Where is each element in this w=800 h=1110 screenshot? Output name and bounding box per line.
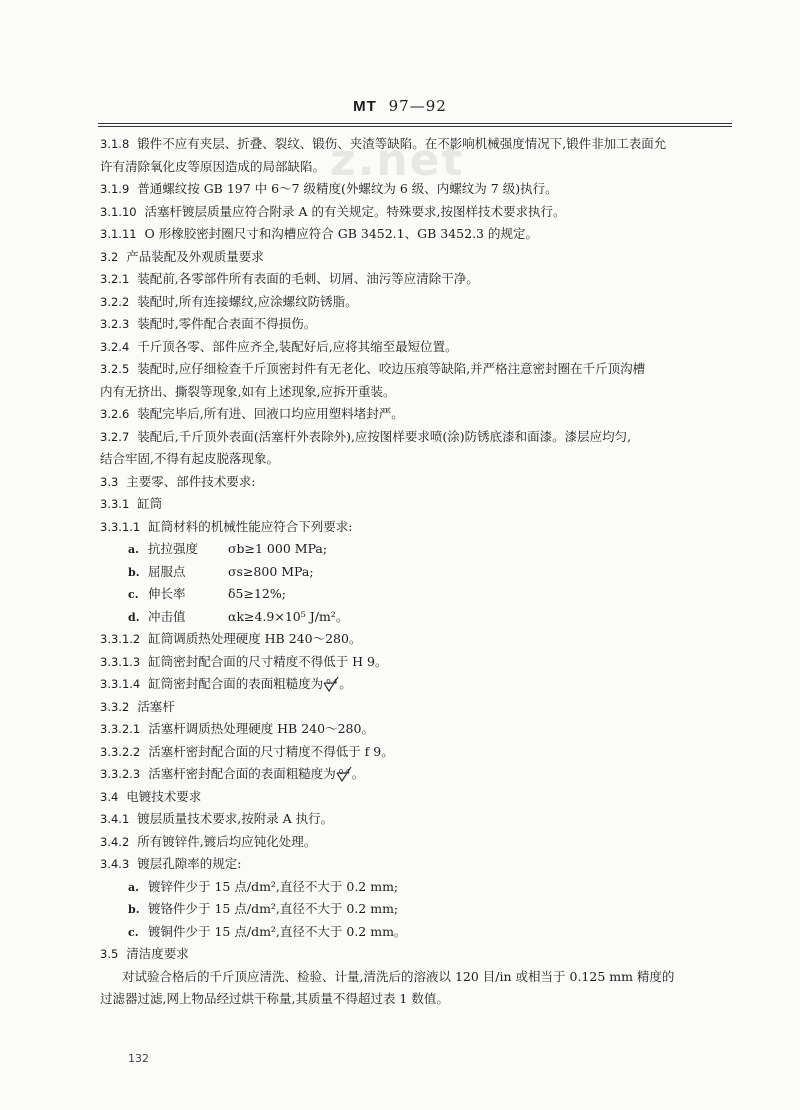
item-tag: c. [128, 588, 139, 601]
clause-text: 清洁度要求 [126, 946, 189, 961]
clause-text: 缸筒材料的机械性能应符合下列要求: [148, 518, 353, 534]
plating-item [100, 898, 734, 921]
page-header [0, 97, 800, 115]
clause-text: 所有镀锌件,镀后均应钝化处理。 [137, 833, 317, 849]
clause-line [100, 178, 734, 201]
clause-text: 普通螺纹按 GB 197 中 6～7 级精度(外螺纹为 6 级、内螺纹为 7 级)执行。 [137, 181, 558, 196]
property-value: σb≥1 000 MPa; [228, 541, 328, 556]
clause-number: 3.3.2.2 [100, 744, 141, 759]
clause-text: 活塞杆镀层质量应符合附录 A 的有关规定。特殊要求,按图样技术要求执行。 [144, 203, 566, 219]
clause-text: 缸筒 [137, 496, 163, 511]
clause-text: 千斤顶各零、部件应齐全,装配好后,应将其缩至最短位置。 [137, 338, 458, 354]
clause-number: 3.1.9 [100, 182, 130, 196]
clause-number: 3.3.1.1 [100, 519, 141, 534]
clause-line: 3.3.1.4 缸筒密封配合面的表面粗糙度为 0.4 。 [100, 673, 734, 696]
clause-text: 主要零、部件技术要求: [126, 473, 256, 489]
clause-text: 活塞杆 [137, 698, 175, 714]
clause-number: 3.2.7 [100, 429, 130, 444]
clause-text: 缸筒密封配合面的表面粗糙度为 [148, 676, 324, 691]
clause-text: O 形橡胶密封圈尺寸和沟槽应符合 GB 3452.1、GB 3452.3 的规定。 [144, 226, 538, 241]
property-name: 冲击值 [148, 608, 186, 624]
clause-number: 3.1.8 [100, 137, 130, 151]
clause-number: 3.3.1.3 [100, 654, 141, 669]
clause-number: 3.1.10 [100, 204, 137, 219]
clause-line [100, 718, 734, 741]
clause-text: 活塞杆调质热处理硬度 HB 240～280。 [148, 721, 374, 736]
clause-number: 3.2 [100, 249, 119, 264]
clause-continuation [100, 156, 734, 179]
clause-text: 许有清除氧化皮等原因造成的局部缺陷。 [100, 158, 326, 174]
clause-number: 3.2.1 [100, 272, 130, 286]
item-tag: b. [128, 903, 140, 916]
clause-number: 3.4 [100, 789, 119, 804]
clause-line [100, 853, 734, 876]
clause-line [100, 831, 734, 854]
clause-line [100, 471, 734, 494]
clause-text: 装配时,应仔细检查千斤顶密封件有无老化、咬边压痕等缺陷,并严格注意密封圈在千斤顶沟槽 [137, 361, 646, 376]
clause-number: 3.3.1.2 [100, 632, 141, 646]
clause-text: 电镀技术要求 [126, 788, 202, 804]
item-tag: c. [128, 925, 139, 939]
clause-text: 锻件不应有夹层、折叠、裂纹、锻伤、夹渣等缺陷。在不影响机械强度情况下,锻件非加工表面允 [137, 136, 667, 151]
property-value: αk≥4.9×10⁵ J/m²。 [228, 608, 349, 624]
clause-line [100, 291, 734, 314]
clause-line: 3.3.2.3 活塞杆密封配合面的表面粗糙度为 0.4 。 [100, 763, 734, 786]
clause-line [100, 696, 734, 719]
clause-number: 3.5 [100, 947, 119, 961]
property-name: 抗拉强度 [148, 541, 199, 556]
property-name: 屈服点 [148, 563, 186, 579]
clause-line [100, 268, 734, 291]
plating-item [100, 921, 734, 944]
clause-number: 3.3.1.4 [100, 677, 141, 691]
document-body [100, 133, 734, 1011]
property-value: δ5≥12%; [228, 586, 286, 601]
item-tag: d. [128, 610, 140, 624]
clause-line [100, 246, 734, 269]
roughness-value: 0.4 [326, 678, 338, 686]
roughness-symbol-icon [323, 676, 339, 692]
standard-prefix: MT [353, 98, 377, 115]
clause-number: 3.2.3 [100, 317, 130, 331]
clause-line [100, 808, 734, 831]
roughness-value: 0.4 [338, 768, 350, 776]
clause-number: 3.2.5 [100, 362, 130, 376]
clause-text: 镀层孔隙率的规定: [137, 856, 242, 871]
plating-text: 镀铜件少于 15 点/dm²,直径不大于 0.2 mm。 [148, 923, 407, 939]
plating-text: 镀铬件少于 15 点/dm²,直径不大于 0.2 mm; [148, 901, 399, 916]
clause-number: 3.2.2 [100, 294, 130, 309]
header-rule-second [98, 126, 732, 127]
clause-line [100, 223, 734, 246]
header-rule [98, 123, 732, 124]
plating-text: 镀锌件少于 15 点/dm²,直径不大于 0.2 mm; [148, 878, 399, 894]
clause-text: 缸筒密封配合面的尺寸精度不得低于 H 9。 [148, 653, 388, 669]
clause-line [100, 403, 734, 426]
clause-text: 装配后,千斤顶外表面(活塞杆外表除外),应按图样要求喷(涂)防锈底漆和面漆。漆层应均匀, [137, 428, 632, 444]
clause-text: 装配前,各零部件所有表面的毛刺、切屑、油污等应清除干净。 [137, 271, 479, 286]
clause-line [100, 741, 734, 764]
paragraph-line: 过滤器过滤,网上物品经过烘干称量,其质量不得超过表 1 数值。 [100, 991, 449, 1006]
plating-item [100, 876, 734, 899]
clause-line [100, 358, 734, 381]
watermark: z.net [330, 135, 465, 186]
clause-number: 3.4.3 [100, 857, 130, 871]
clause-line [100, 651, 734, 674]
clause-text: 结合牢固,不得有起皮脱落现象。 [100, 451, 279, 466]
clause-text: 镀层质量技术要求,按附录 A 执行。 [137, 811, 334, 826]
clause-line [100, 628, 734, 651]
clause-number: 3.2.4 [100, 339, 130, 354]
clause-text: 装配时,零件配合表面不得损伤。 [137, 316, 317, 331]
clause-line [100, 133, 734, 156]
property-value: σs≥800 MPa; [228, 563, 314, 579]
clause-number: 3.3.2.3 [100, 767, 141, 781]
clause-line [100, 493, 734, 516]
item-tag: b. [128, 565, 140, 579]
clause-number: 3.1.11 [100, 227, 137, 241]
clause-line [100, 426, 734, 449]
material-item [100, 606, 734, 629]
clause-continuation [100, 381, 734, 404]
clause-number: 3.3 [100, 474, 119, 489]
section-3-5 [100, 943, 734, 966]
clause-line [100, 786, 734, 809]
clause-text: 装配完毕后,所有进、回液口均应用塑料堵封严。 [137, 406, 404, 421]
page-number: 132 [128, 1052, 149, 1065]
standard-code: 97—92 [388, 97, 447, 115]
clause-text: 缸筒调质热处理硬度 HB 240～280。 [148, 631, 362, 646]
clause-number: 3.3.2 [100, 699, 130, 714]
clause-number: 3.4.1 [100, 812, 130, 826]
property-name: 伸长率 [148, 586, 186, 601]
clause-text: 产品装配及外观质量要求 [126, 248, 264, 264]
clause-line [100, 313, 734, 336]
clause-number: 3.3.2.1 [100, 722, 141, 736]
clause-continuation [100, 448, 734, 471]
roughness-symbol-icon [336, 766, 352, 782]
material-item [100, 538, 734, 561]
item-tag: a. [128, 543, 139, 556]
item-tag: a. [128, 880, 139, 894]
material-item [100, 561, 734, 584]
paragraph-line: 对试验合格后的千斤顶应清洗、检验、计量,清洗后的溶液以 120 目/in 或相当于 0.125 mm 精度的 [122, 968, 675, 984]
clause-text: 内有无挤出、撕裂等现象,如有上述现象,应拆开重装。 [100, 383, 396, 399]
clause-line [100, 516, 734, 539]
clause-number: 3.2.6 [100, 407, 130, 421]
clause-number: 3.4.2 [100, 834, 130, 849]
clause-text: 活塞杆密封配合面的尺寸精度不得低于 f 9。 [148, 743, 394, 759]
clause-text: 活塞杆密封配合面的表面粗糙度为 [148, 766, 336, 781]
clause-line [100, 336, 734, 359]
clause-line [100, 201, 734, 224]
material-item [100, 583, 734, 606]
clause-text: 装配时,所有连接螺纹,应涂螺纹防锈脂。 [137, 293, 358, 309]
clause-number: 3.3.1 [100, 497, 130, 511]
